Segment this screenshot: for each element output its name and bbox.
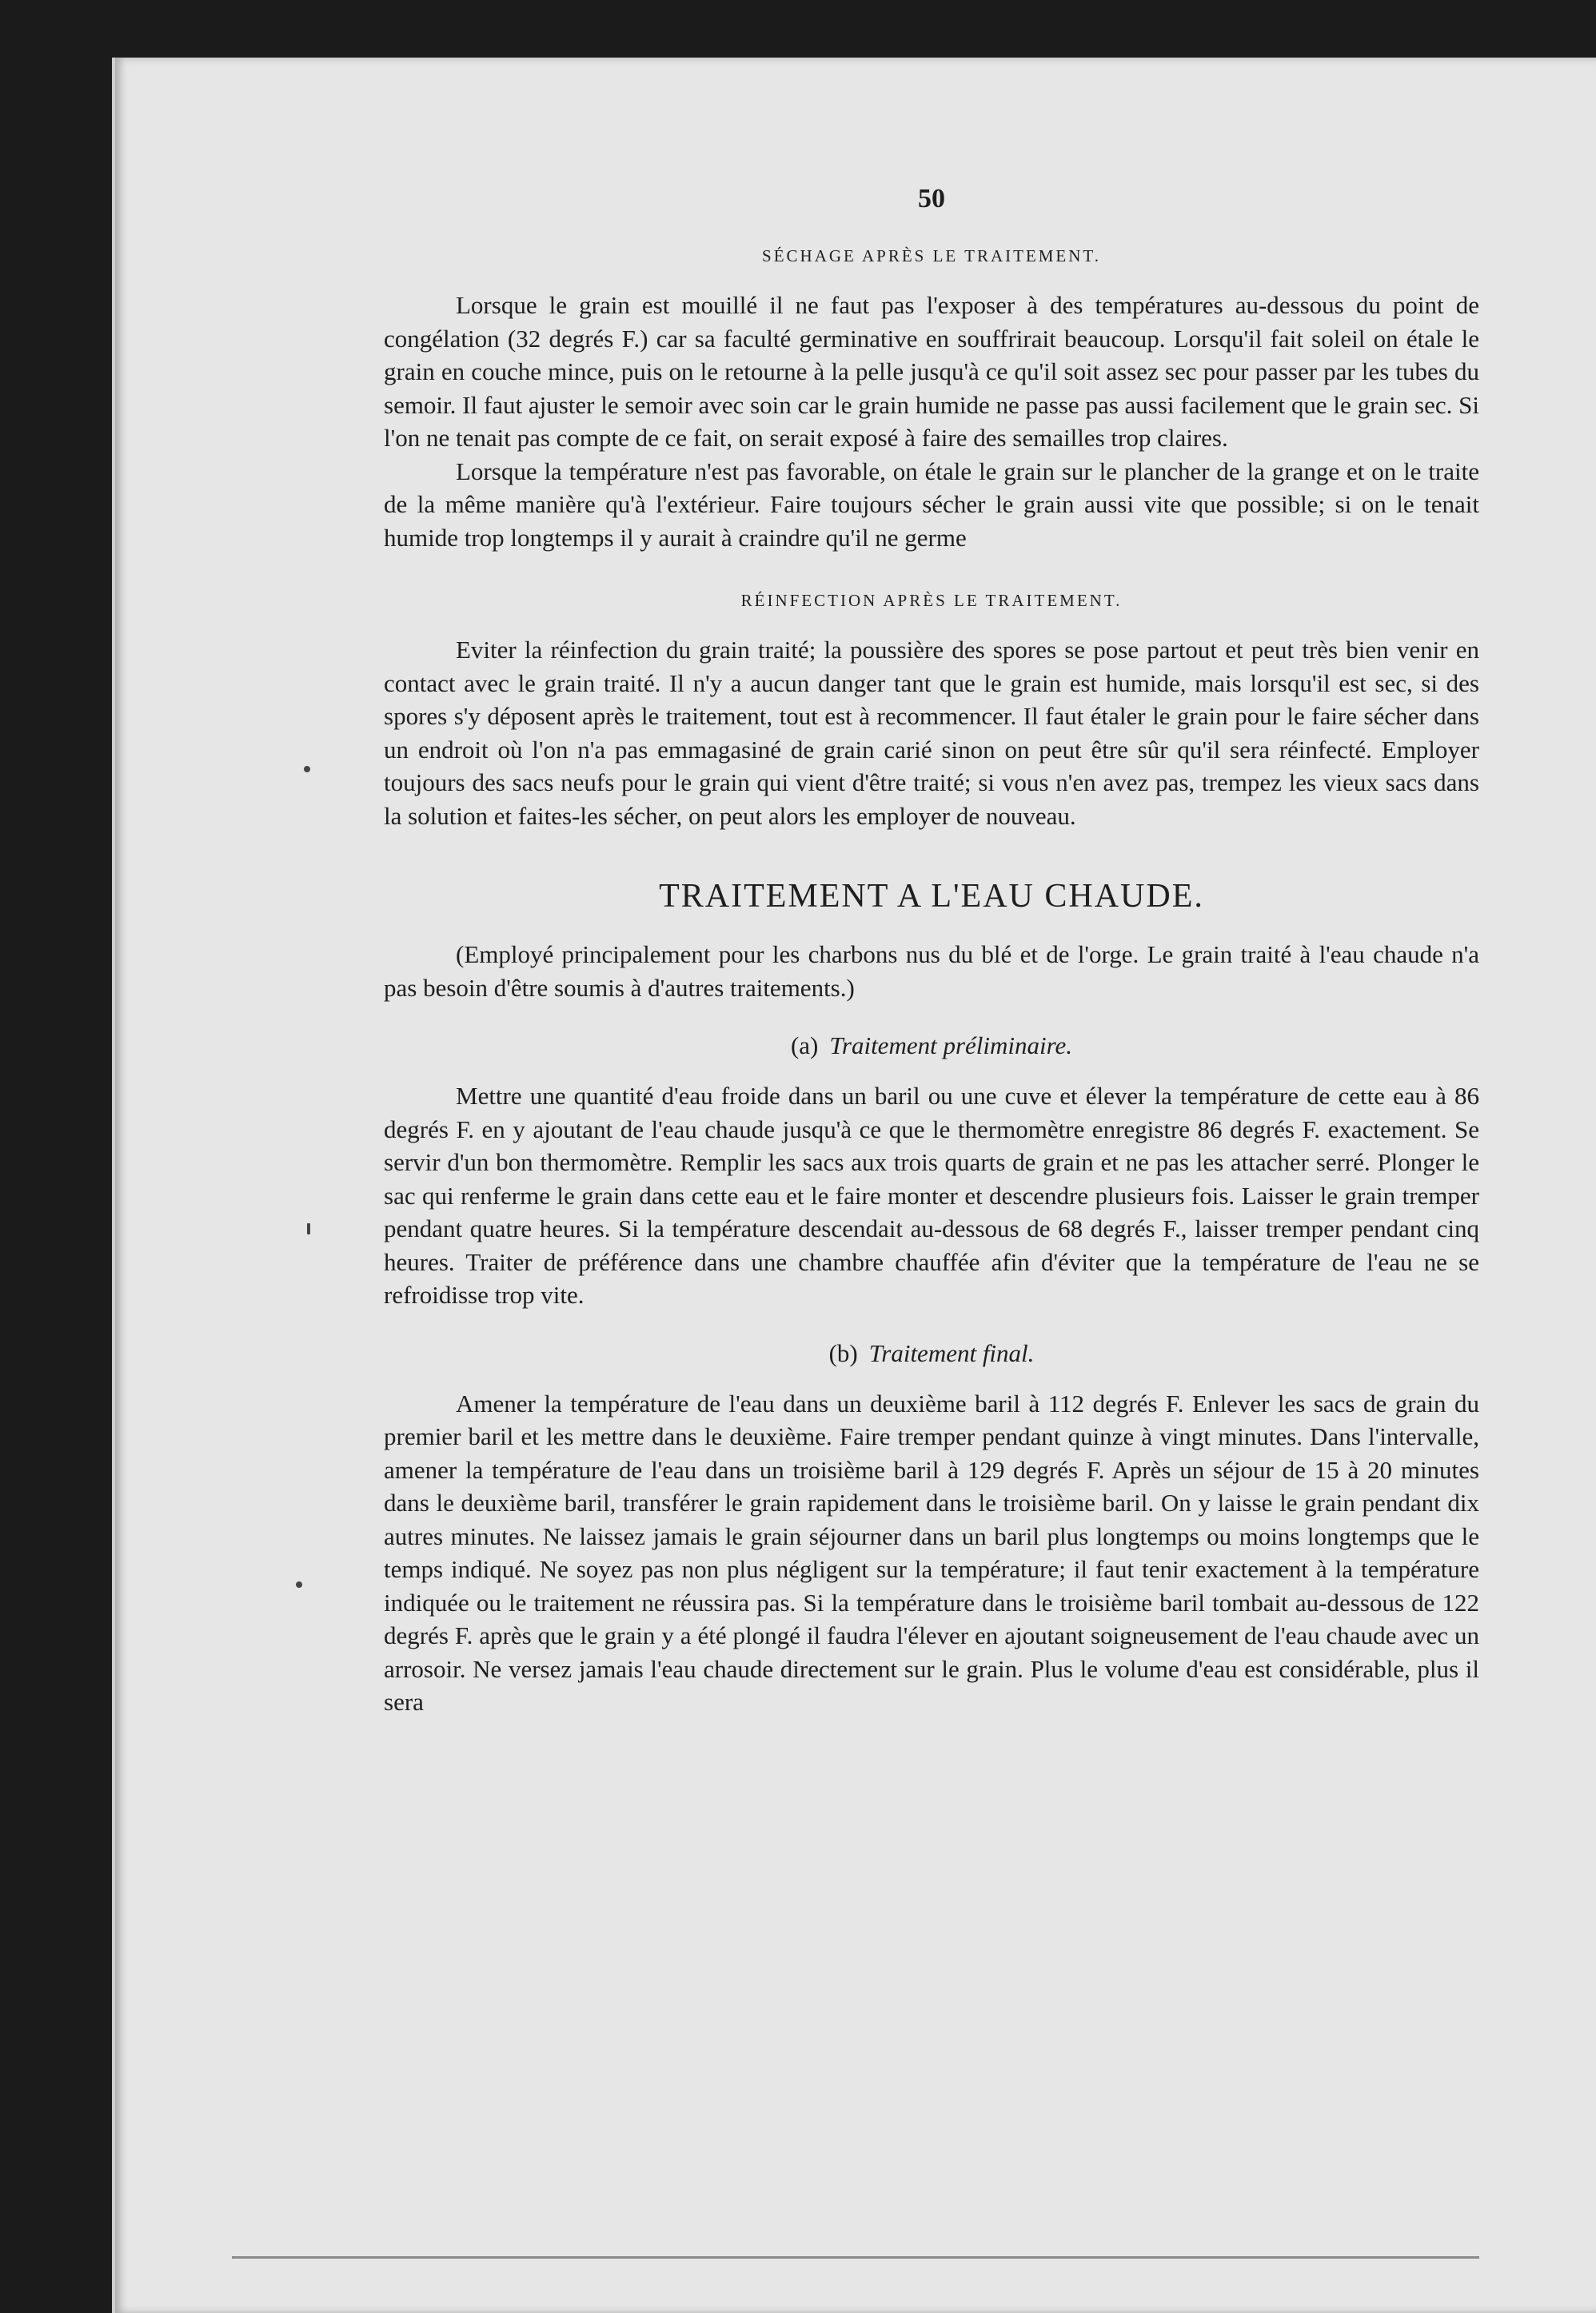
subsection-title: Traitement final. xyxy=(868,1338,1035,1367)
margin-dot xyxy=(296,1581,302,1588)
section-reinfection xyxy=(384,591,1479,832)
main-section-title: TRAITEMENT A L'EAU CHAUDE. xyxy=(659,878,1204,915)
bottom-rule xyxy=(232,2256,1479,2259)
section-heading: RÉINFECTION APRÈS LE TRAITEMENT. xyxy=(740,591,1123,610)
subsection-heading xyxy=(384,1031,1479,1060)
margin-dot xyxy=(307,1223,310,1234)
margin-dot xyxy=(304,766,310,772)
subsection-label: (a) xyxy=(790,1031,819,1059)
section-eau-chaude xyxy=(384,877,1479,1719)
page-content xyxy=(384,120,1479,1719)
subsection-heading xyxy=(384,1339,1479,1368)
subsection-title: Traitement préliminaire. xyxy=(829,1031,1073,1059)
section-heading: SÉCHAGE APRÈS LE TRAITEMENT. xyxy=(762,246,1101,265)
paragraph: Lorsque la température n'est pas favorable, on étale le grain sur le plancher de la grange et on le traite de la même manière qu'à l'extérieur. Faire toujours sécher le grain aussi vite que possible; si on le tenait humide trop longtemps il y aurait à craindre qu'il ne germe xyxy=(384,457,1479,552)
section-sechage xyxy=(384,246,1479,554)
paragraph: Eviter la réinfection du grain traité; la poussière des spores se pose partout et peut très bien venir en contact avec le grain traité. Il n'y a aucun danger tant que le grain est humide, mais lorsqu'il est sec, si des spores s'y déposent après le traitement, tout est à recommencer. Il faut étaler le grain pour le faire sécher dans un endroit où l'on n'a pas emmagasiné de grain carié sinon on peut être sûr qu'il sera réinfecté. Employer toujours des sacs neufs pour le grain qui vient d'être traité; si vous n'en avez pas, trempez les vieux sacs dans la solution et faites-les sécher, on peut alors les employer de nouveau. xyxy=(384,636,1479,830)
page-number: 50 xyxy=(918,184,945,213)
paragraph: Amener la température de l'eau dans un deuxième baril à 112 degrés F. Enlever les sacs de grain du premier baril et les mettre dans le deuxième. Faire tremper pendant quinze à vingt minutes. Dans l'intervalle, amener la température de l'eau dans un troisième baril à 129 degrés F. Après un séjour de 15 à 20 minutes dans le deuxième baril, transférer le grain rapidement dans le troisième baril. On y laisse le grain pendant dix autres minutes. Ne laissez jamais le grain séjourner dans un baril plus longtemps ou moins longtemps que le temps indiqué. Ne soyez pas non plus négligent sur la température; il faut tenir exactement à la température indiquée ou le traitement ne réussira pas. Si la température dans le troisième baril tombait au-dessous de 122 degrés F. après que le grain y a été plongé il faudra l'élever en ajoutant soigneusement de l'eau chaude avec un arrosoir. Ne versez jamais l'eau chaude directement sur le grain. Plus le volume d'eau est considérable, plus il sera xyxy=(384,1389,1479,1716)
subsection-label: (b) xyxy=(828,1338,858,1367)
paragraph: Lorsque le grain est mouillé il ne faut pas l'exposer à des températures au-dessous du point de congélation (32 degrés F.) car sa faculté germinative en souffrirait beaucoup. Lorsqu'il fait soleil on étale le grain en couche mince, puis on le retourne à la pelle jusqu'à ce qu'il soit assez sec pour passer par les tubes du semoir. Il faut ajuster le semoir avec soin car le grain humide ne passe pas aussi facilement que le grain sec. Si l'on ne tenait pas compte de ce fait, on serait exposé à faire des semailles trop claires. xyxy=(384,291,1479,452)
paragraph: Mettre une quantité d'eau froide dans un baril ou une cuve et élever la température de cette eau à 86 degrés F. en y ajoutant de l'eau chaude jusqu'à ce que le thermomètre enregistre 86 degrés F. exactement. Se servir d'un bon thermomètre. Remplir les sacs aux trois quarts de grain et ne pas les attacher serré. Plonger le sac qui renferme le grain dans cette eau et le faire monter et descendre plusieurs fois. Laisser le grain tremper pendant quatre heures. Si la température descendait au-dessous de 68 degrés F., laisser tremper pendant cinq heures. Traiter de préférence dans une chambre chauffée afin d'éviter que la température de l'eau ne se refroidisse trop vite. xyxy=(384,1082,1479,1309)
intro-paragraph: (Employé principalement pour les charbons nus du blé et de l'orge. Le grain traité à l'eau chaude n'a pas besoin d'être soumis à d'autres traitements.) xyxy=(384,940,1479,1002)
